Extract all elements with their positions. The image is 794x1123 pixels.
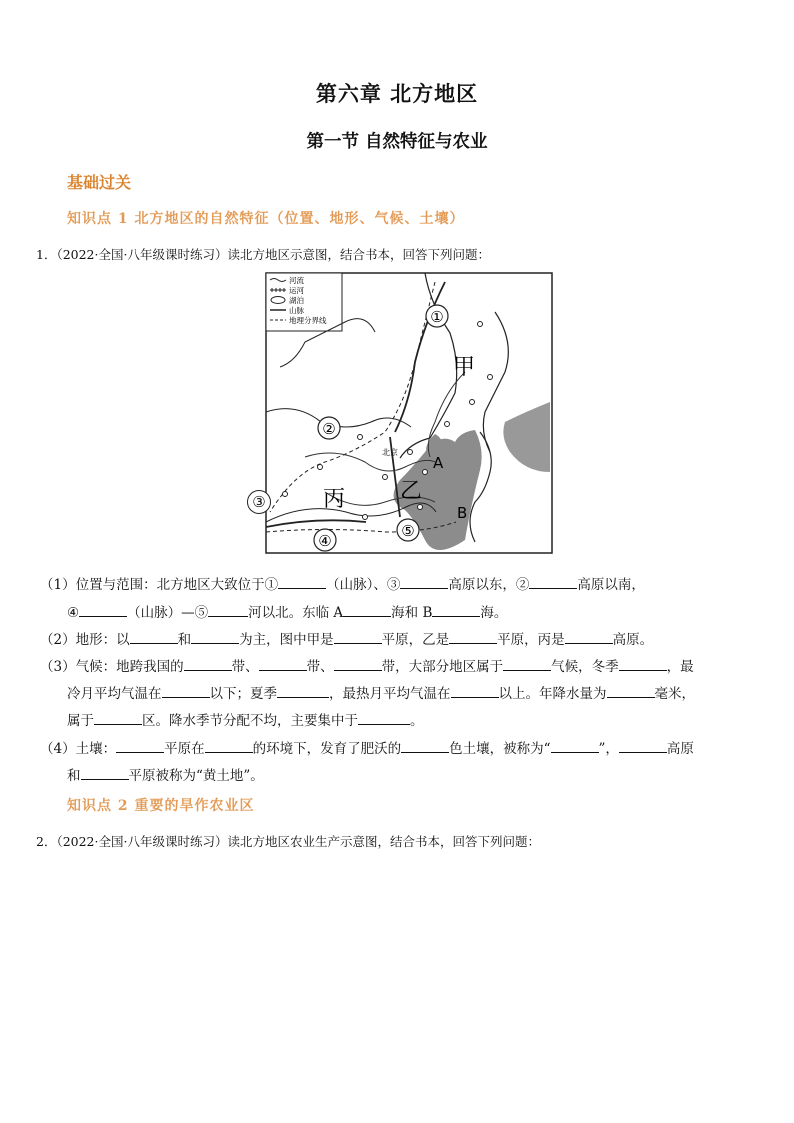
- map-label-beijing: 北京: [382, 448, 398, 457]
- legend-mountain: 山脉: [289, 306, 304, 315]
- knowledge-point-2: 知识点 2 重要的旱作农业区: [67, 798, 255, 814]
- map-label-a: A: [433, 454, 444, 472]
- map-label-5: ⑤: [401, 522, 415, 540]
- q1-part4-line1: （4）土壤： 平原在 的环境下，发育了肥沃的 色土壤，被称为“ ”， 高原: [40, 741, 694, 757]
- legend-canal: 运河: [289, 286, 304, 295]
- q1-part1-line1: （1）位置与范围：北方地区大致位于① （山脉）、③ 高原以东，② 高原以南，: [40, 577, 645, 593]
- map-label-jia: 甲: [453, 355, 476, 380]
- q1-part3-line1: （3）气候：地跨我国的 带、 带、 带，大部分地区属于 气候，冬季 ，最: [40, 659, 694, 675]
- q1-part4-line2: 和 平原被称为“黄土地”。: [67, 768, 264, 784]
- q1-part3-line2: 冷月平均气温在 以下；夏季 ，最热月平均气温在 以上。年降水量为 毫米，: [67, 686, 695, 702]
- map-label-2: ②: [322, 420, 336, 438]
- section-title: 第一节 自然特征与农业: [306, 132, 488, 152]
- map-label-1: ①: [430, 308, 444, 326]
- legend-boundary: 地理分界线: [289, 316, 327, 325]
- part-title: 基础过关: [67, 173, 132, 192]
- map-label-3: ③: [247, 490, 271, 514]
- q1-part1-line2: ④ （山脉）—⑤ 河以北。东临 A 海和 B 海。: [67, 605, 508, 621]
- q1-part2: （2）地形：以 和 为主，图中甲是 平原，乙是 平原，丙是 高原。: [40, 632, 654, 648]
- legend-river: 河流: [289, 276, 304, 285]
- legend-lake: 湖泊: [289, 296, 304, 305]
- map-label-4: ④: [318, 532, 332, 550]
- q1-part3-line3: 属于 区。降水季节分配不均，主要集中于 。: [67, 713, 424, 729]
- map-label-yi: 乙: [400, 479, 423, 504]
- map-label-b: B: [457, 504, 468, 522]
- north-china-map: [265, 272, 553, 554]
- map-label-bing: 丙: [323, 487, 346, 512]
- chapter-title: 第六章 北方地区: [315, 82, 479, 106]
- question-2-stem: 2．（2022·全国·八年级课时练习）读北方地区农业生产示意图，结合书本，回答下列问题：: [36, 834, 540, 849]
- question-1-stem: 1．（2022·全国·八年级课时练习）读北方地区示意图，结合书本，回答下列问题：: [36, 247, 490, 262]
- knowledge-point-1: 知识点 1 北方地区的自然特征（位置、地形、气候、土壤）: [67, 211, 465, 227]
